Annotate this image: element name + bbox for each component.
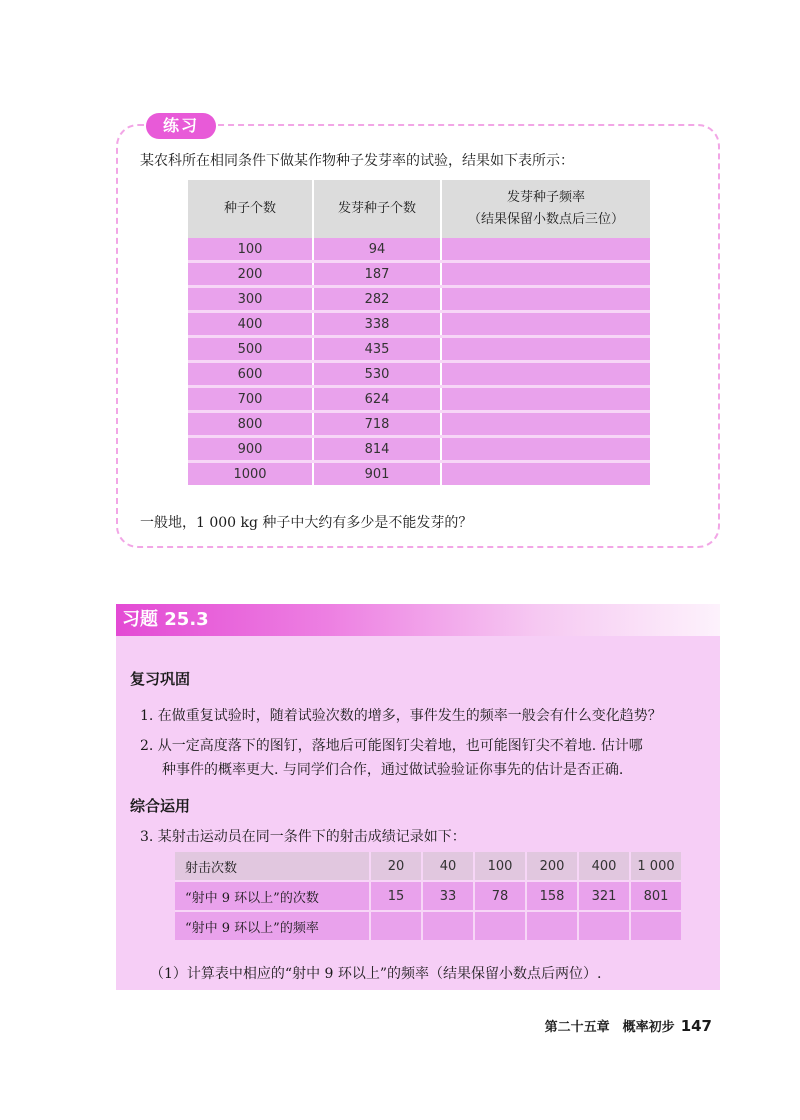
cell-hits: 78: [474, 881, 526, 911]
practice-intro: 某农科所在相同条件下做某作物种子发芽率的试验，结果如下表所示：: [140, 153, 574, 169]
cell-shots: 40: [422, 852, 474, 881]
cell-seed-count: 800: [188, 412, 313, 437]
table-row-frequency: [175, 911, 681, 940]
table-row-shots: [175, 852, 681, 881]
table-row: [188, 337, 650, 362]
row-label-shots: 射击次数: [175, 852, 370, 881]
table-row-hits: [175, 881, 681, 911]
cell-frequency: [441, 462, 650, 486]
table-row: [188, 262, 650, 287]
cell-frequency: [441, 312, 650, 337]
table-row: [188, 412, 650, 437]
cell-shots: 1 000: [630, 852, 681, 881]
apply-heading: 综合运用: [130, 797, 191, 815]
cell-frequency: [630, 911, 681, 940]
cell-frequency: [441, 412, 650, 437]
header-frequency-title: 发芽种子频率: [506, 190, 585, 205]
cell-seed-count: 900: [188, 437, 313, 462]
cell-germinated: 435: [313, 337, 441, 362]
cell-frequency: [578, 911, 630, 940]
cell-seed-count: 500: [188, 337, 313, 362]
cell-shots: 400: [578, 852, 630, 881]
cell-germinated: 187: [313, 262, 441, 287]
apply-item-3: 3. 某射击运动员在同一条件下的射击成绩记录如下：: [140, 829, 466, 845]
cell-shots: 20: [370, 852, 422, 881]
cell-frequency: [422, 911, 474, 940]
review-heading: 复习巩固: [130, 670, 191, 688]
chapter-title: 第二十五章 概率初步: [544, 1020, 675, 1035]
shooting-record-table: [175, 852, 681, 940]
cell-frequency: [474, 911, 526, 940]
cell-germinated: 530: [313, 362, 441, 387]
cell-hits: 33: [422, 881, 474, 911]
seed-germination-table: [188, 180, 650, 485]
cell-germinated: 718: [313, 412, 441, 437]
table-row: [188, 238, 650, 262]
cell-shots: 100: [474, 852, 526, 881]
table-row: [188, 312, 650, 337]
review-item-2-continued: 种事件的概率更大. 与同学们合作，通过做试验验证你事先的估计是否正确.: [162, 762, 624, 778]
practice-question: 一般地，1 000 kg 种子中大约有多少是不能发芽的？: [140, 515, 473, 531]
cell-seed-count: 1000: [188, 462, 313, 486]
cell-frequency: [526, 911, 578, 940]
cell-shots: 200: [526, 852, 578, 881]
header-germinated-count: 发芽种子个数: [313, 180, 441, 238]
header-frequency-note: （结果保留小数点后三位）: [467, 212, 624, 227]
table-row: [188, 437, 650, 462]
cell-seed-count: 700: [188, 387, 313, 412]
cell-germinated: 282: [313, 287, 441, 312]
cell-frequency: [441, 287, 650, 312]
header-germination-frequency: [441, 180, 650, 238]
cell-frequency: [441, 238, 650, 262]
table-header-row: [188, 180, 650, 238]
table-row: [188, 462, 650, 486]
cell-germinated: 814: [313, 437, 441, 462]
cell-germinated: 94: [313, 238, 441, 262]
table-row: [188, 387, 650, 412]
practice-tag: 练习: [146, 113, 216, 139]
row-label-frequency: “射中 9 环以上”的频率: [175, 911, 370, 940]
cell-hits: 158: [526, 881, 578, 911]
row-label-hits: “射中 9 环以上”的次数: [175, 881, 370, 911]
cell-hits: 801: [630, 881, 681, 911]
header-seed-count: 种子个数: [188, 180, 313, 238]
cell-hits: 321: [578, 881, 630, 911]
review-item-2: 2. 从一定高度落下的图钉，落地后可能图钉尖着地，也可能图钉尖不着地. 估计哪: [140, 738, 643, 754]
review-item-1: 1. 在做重复试验时，随着试验次数的增多，事件发生的频率一般会有什么变化趋势？: [140, 708, 662, 724]
cell-frequency: [441, 337, 650, 362]
cell-germinated: 624: [313, 387, 441, 412]
cell-hits: 15: [370, 881, 422, 911]
cell-seed-count: 100: [188, 238, 313, 262]
cell-germinated: 901: [313, 462, 441, 486]
table-row: [188, 362, 650, 387]
cell-seed-count: 200: [188, 262, 313, 287]
cell-frequency: [370, 911, 422, 940]
cell-seed-count: 400: [188, 312, 313, 337]
cell-frequency: [441, 362, 650, 387]
cell-frequency: [441, 262, 650, 287]
sub-question-1: （1）计算表中相应的“射中 9 环以上”的频率（结果保留小数点后两位）.: [150, 966, 602, 982]
exercise-title: 习题 25.3: [122, 609, 209, 630]
page-footer: [545, 1016, 712, 1035]
cell-frequency: [441, 387, 650, 412]
table-row: [188, 287, 650, 312]
page-number: 147: [680, 1017, 712, 1035]
cell-frequency: [441, 437, 650, 462]
cell-seed-count: 300: [188, 287, 313, 312]
cell-seed-count: 600: [188, 362, 313, 387]
cell-germinated: 338: [313, 312, 441, 337]
